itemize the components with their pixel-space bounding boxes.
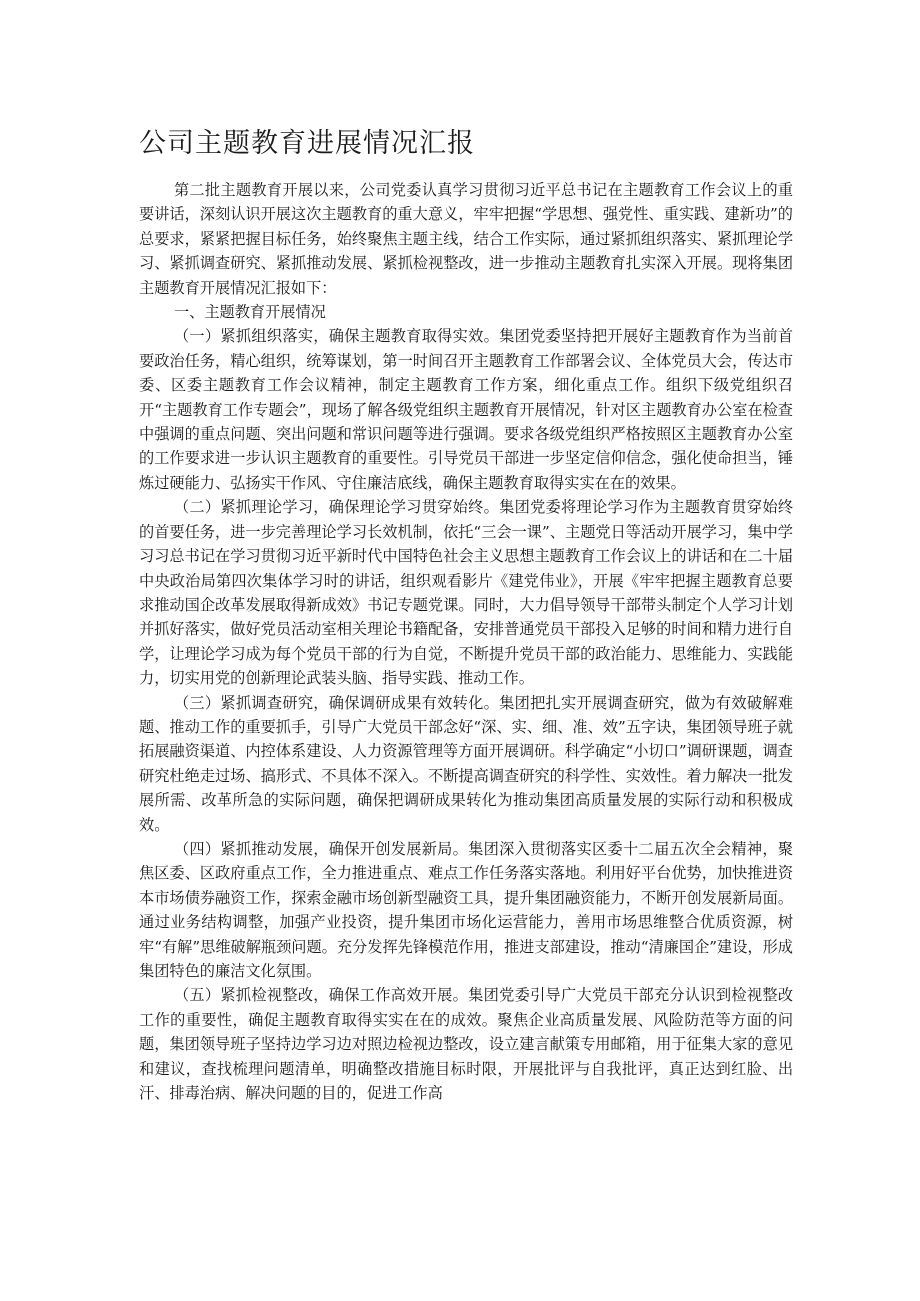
document-title: 公司主题教育进展情况汇报 (139, 128, 475, 159)
paragraph-investigation: （三）紧抓调查研究，确保调研成果有效转化。集团把扎实开展调查研究，做为有效破解难题、推动工作的重要抓手，引导广大党员干部念好“深、实、细、准、效”五字诀，集团领导班子就拓展融资渠道、内控体系建设、人力资源管理等方面开展调研。科学确定“小切口”调研课题，调查研究杜绝走过场、搞形式、不具体不深入。不断提高调查研究的科学性、实效性。着力解决一批发展所需、改革所急的实际问题，确保把调研成果转化为推动集团高质量发展的实际行动和积极成效。 (139, 693, 793, 834)
paragraph-rectification: （五）紧抓检视整改，确保工作高效开展。集团党委引导广大党员干部充分认识到检视整改工作的重要性，确促主题教育取得实实在在的成效。聚焦企业高质量发展、风险防范等方面的问题，集团领导班子坚持边学习边对照边检视边整改，设立建言献策专用邮箱，用于征集大家的意见和建议，查找梳理问题清单，明确整改措施目标时限，开展批评与自我批评，真正达到红脸、出汗、排毒治病、解决问题的目的，促进工作高 (139, 986, 793, 1103)
section-heading: 一、主题教育开展情况 (173, 303, 326, 322)
document-body (139, 178, 793, 1105)
intro-paragraph: 第二批主题教育开展以来，公司党委认真学习贯彻习近平总书记在主题教育工作会议上的重要讲话，深刻认识开展这次主题教育的重大意义，牢牢把握“学思想、强党性、重实践、建新功”的总要求，紧紧把握目标任务，始终聚焦主题主线，结合工作实际，通过紧抓组织落实、紧抓理论学习、紧抓调查研究、紧抓推动发展、紧抓检视整改，进一步推动主题教育扎实深入开展。现将集团主题教育开展情况汇报如下： (139, 181, 793, 297)
paragraph-development: （四）紧抓推动发展，确保开创发展新局。集团深入贯彻落实区委十二届五次全会精神，聚焦区委、区政府重点工作，全力推进重点、难点工作任务落实落地。利用好平台优势，加快推进资本市场债券融资工作，探索金融市场创新型融资工具，提升集团融资能力，不断开创发展新局面。通过业务结构调整，加强产业投资，提升集团市场化运营能力，善用市场思维整合优质资源，树牢“有解”思维破解瓶颈问题。充分发挥先锋模范作用，推进支部建设，推动“清廉国企”建设，形成集团特色的廉洁文化氛围。 (139, 839, 793, 980)
paragraph-organization: （一）紧抓组织落实，确保主题教育取得实效。集团党委坚持把开展好主题教育作为当前首要政治任务，精心组织，统筹谋划，第一时间召开主题教育工作部署会议、全体党员大会，传达市委、区委主题教育工作会议精神，制定主题教育工作方案，细化重点工作。组织下级党组织召开“主题教育工作专题会”，现场了解各级党组织主题教育开展情况，针对区主题教育办公室在检查中强调的重点问题、突出问题和常识问题等进行强调。要求各级党组织严格按照区主题教育办公室的工作要求进一步认识主题教育的重要性。引导党员干部进一步坚定信仰信念，强化使命担当，锤炼过硬能力、弘扬实干作风、守住廉洁底线，确保主题教育取得实实在在的效果。 (139, 327, 793, 492)
paragraph-theory-study: （二）紧抓理论学习，确保理论学习贯穿始终。集团党委将理论学习作为主题教育贯穿始终的首要任务，进一步完善理论学习长效机制，依托“三会一课”、主题党日等活动开展学习，集中学习习总书记在学习贯彻习近平新时代中国特色社会主义思想主题教育工作会议上的讲话和在二十届中央政治局第四次集体学习时的讲话，组织观看影片《建党伟业》，开展《牢牢把握主题教育总要求推动国企改革发展取得新成效》书记专题党课。同时，大力倡导领导干部带头制定个人学习计划并抓好落实，做好党员活动室相关理论书籍配备，安排普通党员干部投入足够的时间和精力进行自学，让理论学习成为每个党员干部的行为自觉，不断提升党员干部的政治能力、思维能力、实践能力，切实用党的创新理论武装头脑、指导实践、推动工作。 (139, 498, 793, 688)
